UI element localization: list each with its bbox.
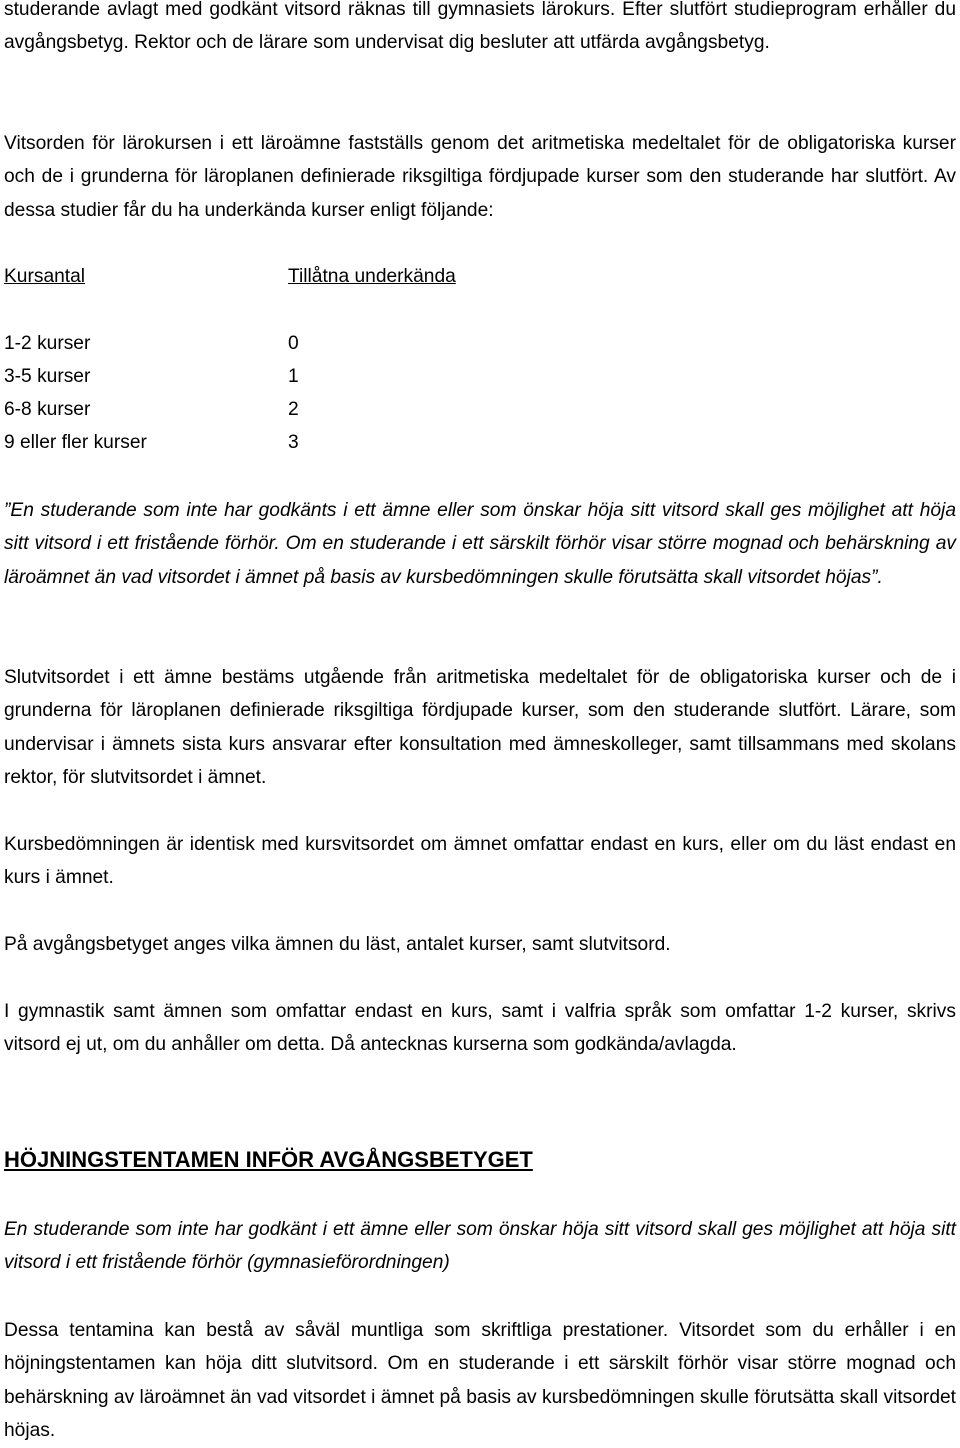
- paragraph-vitsorden: [4, 127, 956, 227]
- paragraph-tentamina: Dessa tentamina kan bestå av såväl muntliga som skriftliga prestationer. Vitsordet som du erhåller i en höjningstentamen kan höja ditt slutvitsord. Om en studerande i ett särskilt förhör visar större mognad och behärskning av läroämnet än vad vitsordet i ämnet på basis av kursbedömningen skulle förutsätta skall vitsordet höjas.: [4, 1320, 956, 1442]
- paragraph-top-continuation: studerande avlagt med godkänt vitsord räknas till gymnasiets lärokurs. Efter slutfört studieprogram erhåller du avgångsbetyg. Rektor och de lärare som undervisat dig besluter att utfärda avgångsbetyg.: [4, 0, 956, 54]
- table-cell-allowed: 3: [288, 432, 299, 453]
- table-row: [4, 327, 956, 360]
- table-header-kursantal: Kursantal: [4, 266, 86, 287]
- vitsorden-text-a: Vitsorden för lärokursen i ett läroämne fastställs genom det aritmetiska medeltalet för de obligatoriska kurser och de i grunderna för läroplanen definierade riksgiltiga fördjupade kurser som den studerande har slutfört.: [4, 133, 956, 188]
- section-heading: HÖJNINGSTENTAMEN INFÖR AVGÅNGSBETYGET: [4, 1147, 533, 1172]
- paragraph-avgangsbetyg: På avgångsbetyget anges vilka ämnen du läst, antalet kurser, samt slutvitsord.: [4, 934, 671, 955]
- table-row: [4, 360, 956, 393]
- table-header-tillatna: Tillåtna underkända: [288, 266, 456, 287]
- paragraph-hojning-quote: En studerande som inte har godkänt i ett ämne eller som önskar höja sitt vitsord skall ges möjlighet att höja sitt vitsord i ett fristående förhör (gymnasieförordningen): [4, 1219, 956, 1274]
- paragraph-slutvitsord: Slutvitsordet i ett ämne bestäms utgående från aritmetiska medeltalet för de obligatoriska kurser och de i grunderna för läroplanen definierade riksgiltiga fördjupade kurser, som den studerande slutfört. Lärare, som undervisar i ämnets sista kurs ansvarar efter konsultation med ämneskolleger, samt tillsammans med skolans rektor, för slutvitsordet i ämnet.: [4, 667, 956, 789]
- paragraph-quote-law: ”En studerande som inte har godkänts i ett ämne eller som önskar höja sitt vitsord skall ges möjlighet att höja sitt vitsord i ett fristående förhör. Om en studerande i ett särskilt förhör visar större mognad och behärskning av läroämnet än vad vitsordet i ämnet på basis av kursbedömningen skulle förutsätta skall vitsordet höjas”.: [4, 500, 956, 588]
- table-cell-courses: 3-5 kurser: [4, 366, 91, 387]
- table-header: [4, 260, 956, 293]
- table-row: [4, 393, 956, 426]
- table-cell-allowed: 0: [288, 333, 299, 354]
- table-row: [4, 426, 956, 459]
- vitsorden-text-b: Av dessa studier får du ha underkända kurser enligt följande:: [4, 166, 956, 221]
- table-cell-courses: 9 eller fler kurser: [4, 432, 147, 453]
- paragraph-kursbedomning: Kursbedömningen är identisk med kursvitsordet om ämnet omfattar endast en kurs, eller om du läst endast en kurs i ämnet.: [4, 834, 956, 889]
- table-cell-allowed: 2: [288, 399, 299, 420]
- table-cell-courses: 6-8 kurser: [4, 399, 91, 420]
- table-cell-courses: 1-2 kurser: [4, 333, 91, 354]
- paragraph-gymnastik: I gymnastik samt ämnen som omfattar endast en kurs, samt i valfria språk som omfattar 1-2 kurser, skrivs vitsord ej ut, om du anhåller om detta. Då antecknas kurserna som godkända/avlagda.: [4, 1001, 956, 1056]
- table-cell-allowed: 1: [288, 366, 299, 387]
